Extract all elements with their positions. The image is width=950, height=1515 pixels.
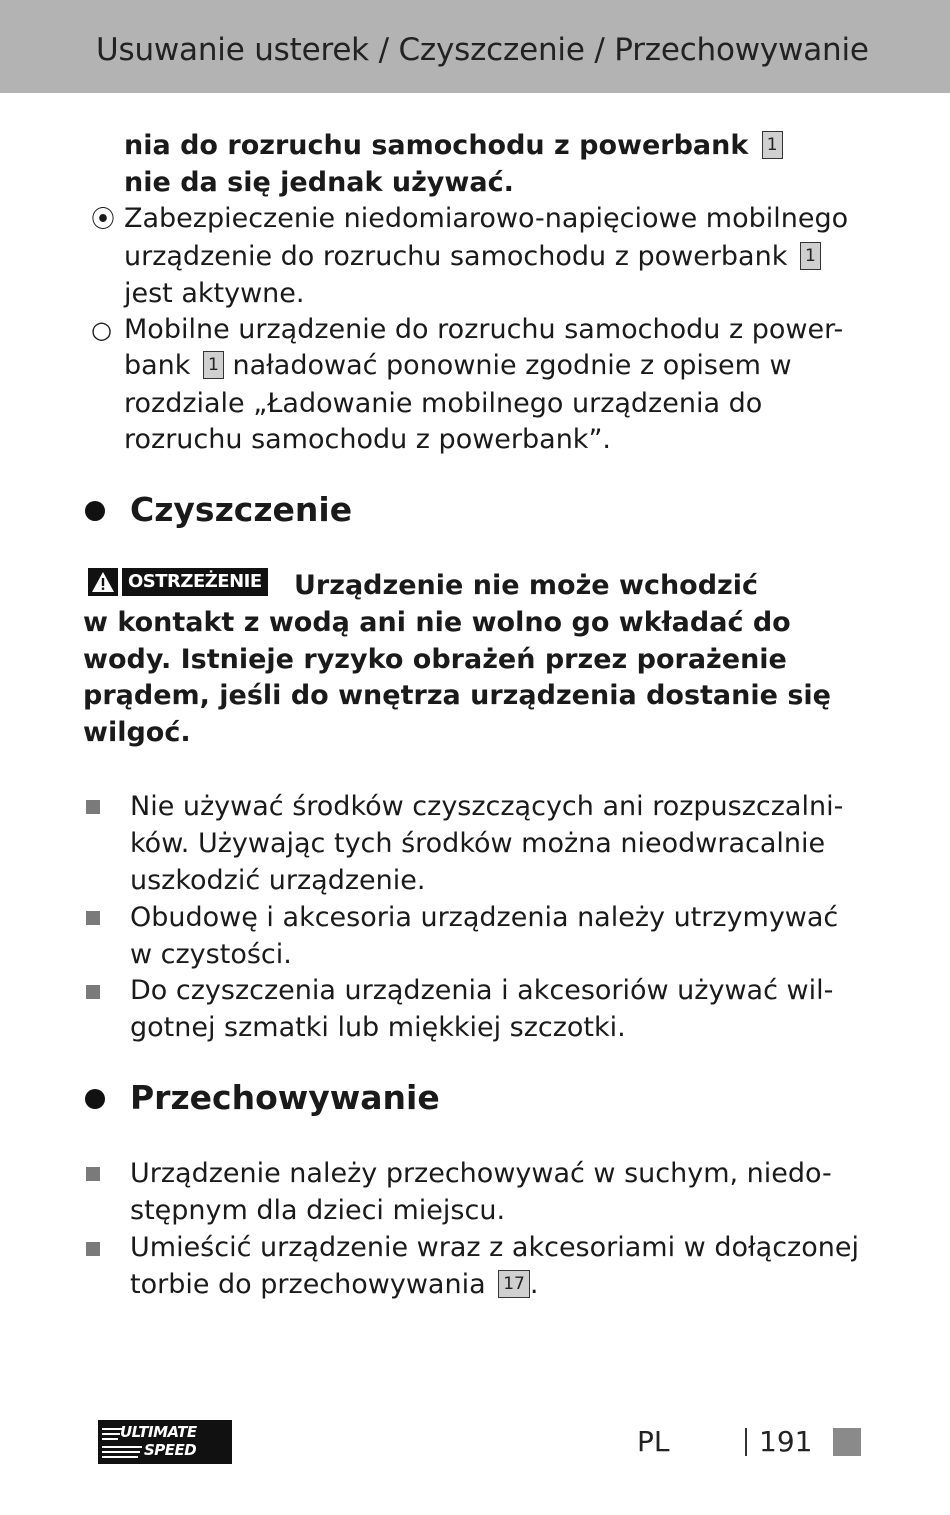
remedy-line-2	[124, 347, 792, 384]
intro-line-2: nie da się jednak używać.	[124, 167, 514, 198]
list-item: Obudowę i akcesoria urządzenia należy utrzymywać	[130, 902, 839, 933]
list-bullet-icon	[86, 800, 100, 814]
footer-divider	[745, 1428, 747, 1456]
list-item: uszkodzić urządzenie.	[130, 865, 426, 896]
list-bullet-icon	[86, 911, 100, 925]
page-marker-icon	[833, 1428, 861, 1456]
remedy-text-2b: naładować ponownie zgodnie z opisem w	[232, 350, 792, 381]
list-item: Urządzenie należy przechowywać w suchym, niedo-	[130, 1158, 832, 1189]
cause-line-3: jest aktywne.	[124, 278, 305, 309]
list-item: Nie używać środków czyszczących ani rozpuszczalni-	[130, 791, 844, 822]
intro-text-1: nia do rozruchu samochodu z powerbank	[124, 130, 749, 161]
list-item	[130, 1266, 538, 1303]
list-bullet-icon	[86, 1242, 100, 1256]
storage-heading: Przechowywanie	[130, 1078, 440, 1117]
page-number: 191	[759, 1425, 813, 1458]
warning-badge	[88, 568, 268, 596]
warning-line-4: prądem, jeśli do wnętrza urządzenia dostanie się	[83, 680, 831, 711]
logo-text-bottom: SPEED	[144, 1441, 197, 1459]
list-item: stępnym dla dzieci miejscu.	[130, 1195, 506, 1226]
remedy-line-1: Mobilne urządzenie do rozruchu samochodu z power-	[124, 314, 844, 345]
warning-label: OSTRZEŻENIE	[122, 568, 268, 596]
section-bullet-icon	[85, 501, 105, 521]
reference-number: 1	[800, 242, 821, 270]
warning-triangle-icon	[88, 568, 118, 596]
header-title: Usuwanie usterek / Czyszczenie / Przechowywanie	[96, 32, 869, 68]
remedy-text-2a: bank	[124, 350, 191, 381]
section-bullet-icon	[85, 1089, 105, 1109]
warning-line-3: wody. Istnieje ryzyko obrażeń przez porażenie	[83, 644, 787, 675]
brand-logo	[98, 1420, 232, 1464]
reference-number: 1	[762, 131, 783, 159]
list-bullet-icon	[86, 1167, 100, 1181]
storage-tail: .	[529, 1269, 539, 1300]
warning-line-5: wilgoć.	[83, 717, 191, 748]
list-item: Umieścić urządzenie wraz z akcesoriami w dołączonej	[130, 1232, 859, 1263]
warning-line-1: Urządzenie nie może wchodzić	[294, 570, 759, 601]
storage-text: torbie do przechowywania	[130, 1269, 486, 1300]
list-item: Do czyszczenia urządzenia i akcesoriów używać wil-	[130, 975, 834, 1006]
cause-line-2	[124, 238, 821, 275]
page-header	[0, 0, 950, 93]
remedy-line-4: rozruchu samochodu z powerbank”.	[124, 424, 612, 455]
cause-line-1: Zabezpieczenie niedomiarowo-napięciowe mobilnego	[124, 203, 849, 234]
logo-text-top: ULTIMATE	[120, 1423, 197, 1441]
language-code: PL	[637, 1425, 670, 1458]
list-item: ków. Używając tych środków można nieodwracalnie	[130, 828, 826, 859]
cleaning-heading: Czyszczenie	[130, 490, 353, 529]
list-item: gotnej szmatki lub miękkiej szczotki.	[130, 1012, 626, 1043]
intro-line-1	[124, 127, 783, 164]
remedy-bullet-icon: ○	[91, 316, 112, 344]
list-bullet-icon	[86, 985, 100, 999]
reference-number: 1	[203, 351, 224, 379]
reference-number: 17	[498, 1270, 530, 1298]
cause-bullet-icon: ⦿	[91, 205, 115, 233]
cause-text-2: urządzenie do rozruchu samochodu z powerbank	[124, 241, 788, 272]
warning-line-2: w kontakt z wodą ani nie wolno go wkładać do	[83, 607, 791, 638]
remedy-line-3: rozdziale „Ładowanie mobilnego urządzenia do	[124, 388, 763, 419]
list-item: w czystości.	[130, 939, 292, 970]
